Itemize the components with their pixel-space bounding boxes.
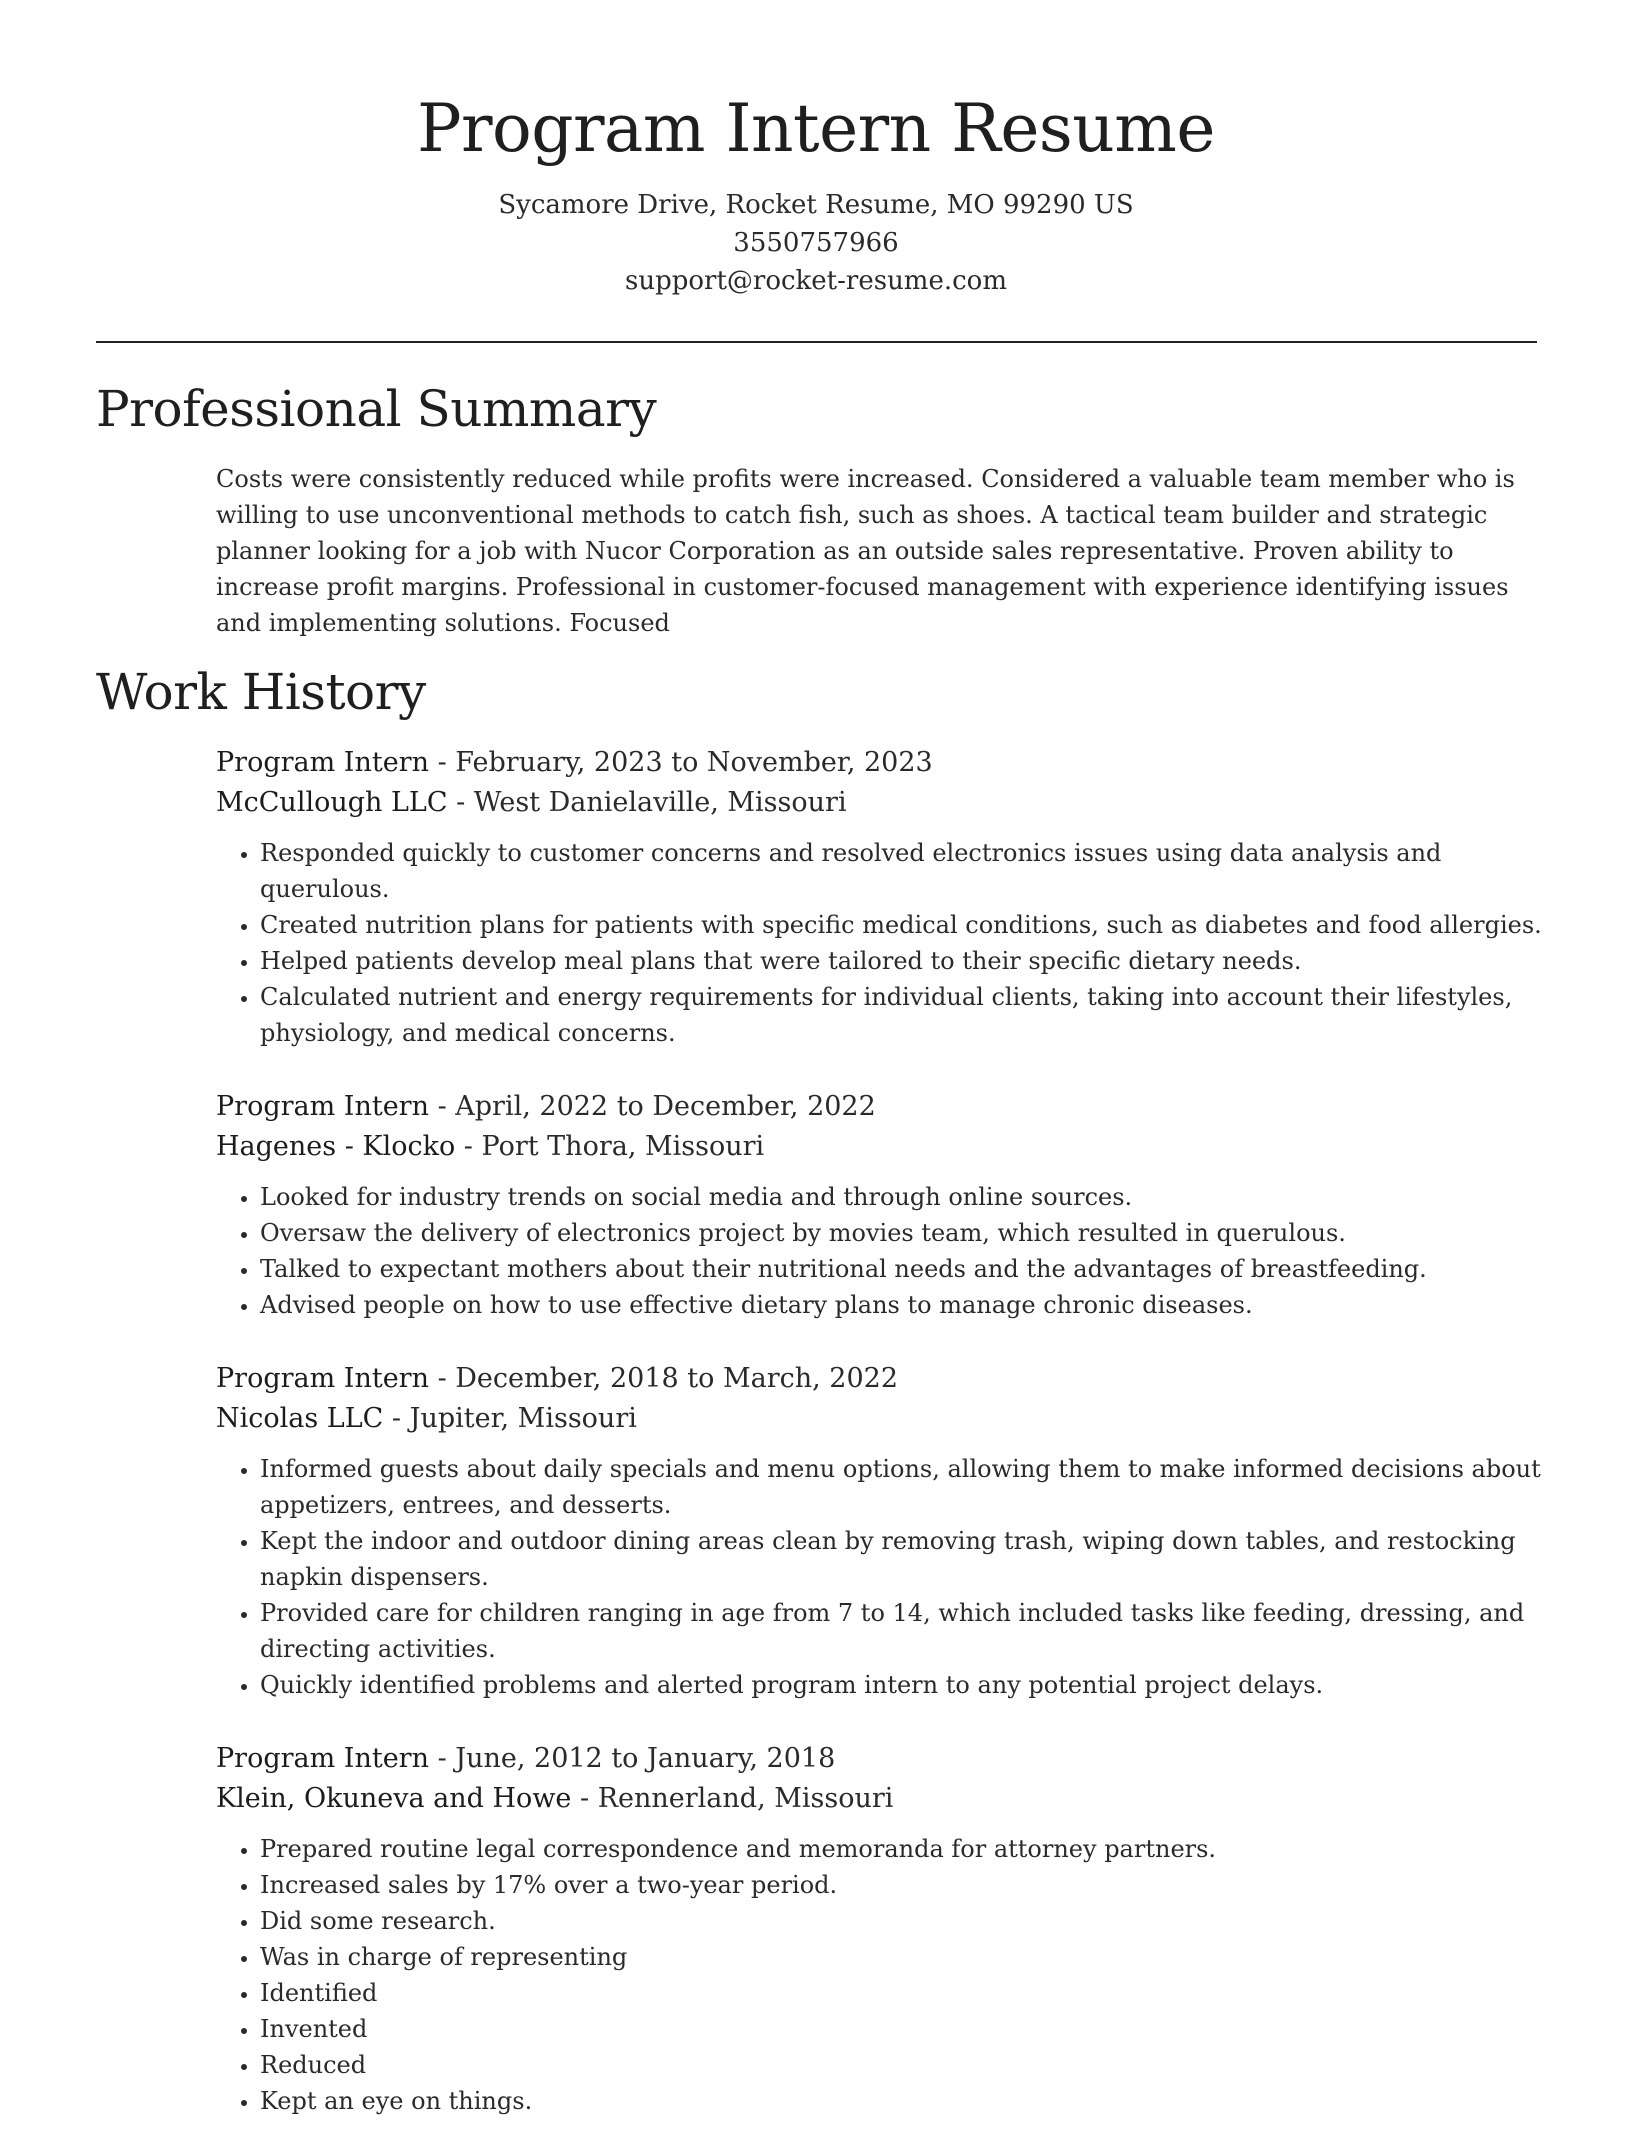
job-duty-item: • Looked for industry trends on social media and through online sources. bbox=[260, 1179, 1546, 1215]
summary-heading: Professional Summary bbox=[96, 380, 657, 438]
header-divider bbox=[96, 341, 1537, 343]
job-title-line bbox=[216, 1359, 1546, 1399]
contact-info bbox=[0, 186, 1632, 300]
job-title-line bbox=[216, 1739, 1546, 1779]
job-company-line bbox=[216, 783, 1546, 823]
resume-header bbox=[0, 84, 1632, 300]
job-dates: - February, 2023 to November, 2023 bbox=[428, 747, 933, 778]
job-duties-list bbox=[216, 1831, 1546, 2119]
job-title: Program Intern bbox=[216, 1363, 429, 1394]
job-company-line bbox=[216, 1127, 1546, 1167]
job-duty-item: • Invented bbox=[260, 2011, 1546, 2047]
job-duty-item: • Was in charge of representing bbox=[260, 1939, 1546, 1975]
contact-phone: 3550757966 bbox=[733, 228, 899, 258]
work-history-list bbox=[216, 743, 1546, 2155]
job-duty-item: • Informed guests about daily specials and menu options, allowing them to make informed decisions about appetizers, entrees, and desserts. bbox=[260, 1451, 1546, 1523]
job-duty-item: • Kept an eye on things. bbox=[260, 2083, 1546, 2119]
job-title: Program Intern bbox=[216, 747, 429, 778]
job-title: Program Intern bbox=[216, 1091, 429, 1122]
job-location: - Port Thora, Missouri bbox=[455, 1131, 765, 1162]
job-duty-item: • Quickly identified problems and alerted program intern to any potential project delays. bbox=[260, 1667, 1546, 1703]
job-company: Klein, Okuneva and Howe bbox=[216, 1783, 572, 1814]
job-duty-item: • Provided care for children ranging in age from 7 to 14, which included tasks like feeding, dressing, and directing activities. bbox=[260, 1595, 1546, 1667]
job-company: Hagenes - Klocko bbox=[216, 1131, 456, 1162]
job-company: McCullough LLC bbox=[216, 787, 448, 818]
job-duty-item: • Responded quickly to customer concerns and resolved electronics issues using data analysis and querulous. bbox=[260, 835, 1546, 907]
job-entry bbox=[216, 1359, 1546, 1703]
job-title-line bbox=[216, 743, 1546, 783]
job-duty-item: • Helped patients develop meal plans that were tailored to their specific dietary needs. bbox=[260, 943, 1546, 979]
job-duty-item: • Calculated nutrient and energy requirements for individual clients, taking into account their lifestyles, physiology, and medical concerns. bbox=[260, 979, 1546, 1051]
job-duties-list bbox=[216, 835, 1546, 1051]
job-duty-item: • Increased sales by 17% over a two-year period. bbox=[260, 1867, 1546, 1903]
work-history-heading: Work History bbox=[96, 663, 426, 721]
job-duty-item: • Kept the indoor and outdoor dining areas clean by removing trash, wiping down tables, and restocking napkin dispensers. bbox=[260, 1523, 1546, 1595]
job-entry bbox=[216, 1739, 1546, 2119]
job-duty-item: • Prepared routine legal correspondence and memoranda for attorney partners. bbox=[260, 1831, 1546, 1867]
contact-address: Sycamore Drive, Rocket Resume, MO 99290 US bbox=[498, 190, 1134, 220]
job-duty-item: • Did some research. bbox=[260, 1903, 1546, 1939]
job-duty-item: • Advised people on how to use effective dietary plans to manage chronic diseases. bbox=[260, 1287, 1546, 1323]
job-location: - West Danielaville, Missouri bbox=[447, 787, 847, 818]
job-dates: - April, 2022 to December, 2022 bbox=[428, 1091, 876, 1122]
job-dates: - December, 2018 to March, 2022 bbox=[428, 1363, 898, 1394]
job-duties-list bbox=[216, 1179, 1546, 1323]
job-title-line bbox=[216, 1087, 1546, 1127]
job-entry bbox=[216, 743, 1546, 1051]
job-company-line bbox=[216, 1399, 1546, 1439]
job-location: - Jupiter, Missouri bbox=[383, 1403, 637, 1434]
job-duty-item: • Created nutrition plans for patients with specific medical conditions, such as diabetes and food allergies. bbox=[260, 907, 1546, 943]
job-company: Nicolas LLC bbox=[216, 1403, 384, 1434]
resume-title: Program Intern Resume bbox=[417, 90, 1215, 167]
job-duty-item: • Reduced bbox=[260, 2047, 1546, 2083]
job-duty-item: • Oversaw the delivery of electronics project by movies team, which resulted in querulous. bbox=[260, 1215, 1546, 1251]
job-duties-list bbox=[216, 1451, 1546, 1703]
job-duty-item: • Identified bbox=[260, 1975, 1546, 2011]
job-entry bbox=[216, 1087, 1546, 1323]
job-company-line bbox=[216, 1779, 1546, 1819]
contact-email: support@rocket-resume.com bbox=[624, 266, 1007, 296]
job-title: Program Intern bbox=[216, 1743, 429, 1774]
summary-text: Costs were consistently reduced while profits were increased. Considered a valuable team member who is willing to use unconventional methods to catch fish, such as shoes. A tactical team builder and strategic planner looking for a job with Nucor Corporation as an outside sales representative. Proven ability to increase profit margins. Professional in customer-focused management with experience identifying issues and implementing solutions. Focused bbox=[216, 465, 1515, 637]
job-location: - Rennerland, Missouri bbox=[571, 1783, 894, 1814]
job-dates: - June, 2012 to January, 2018 bbox=[428, 1743, 836, 1774]
job-duty-item: • Talked to expectant mothers about their nutritional needs and the advantages of breastfeeding. bbox=[260, 1251, 1546, 1287]
